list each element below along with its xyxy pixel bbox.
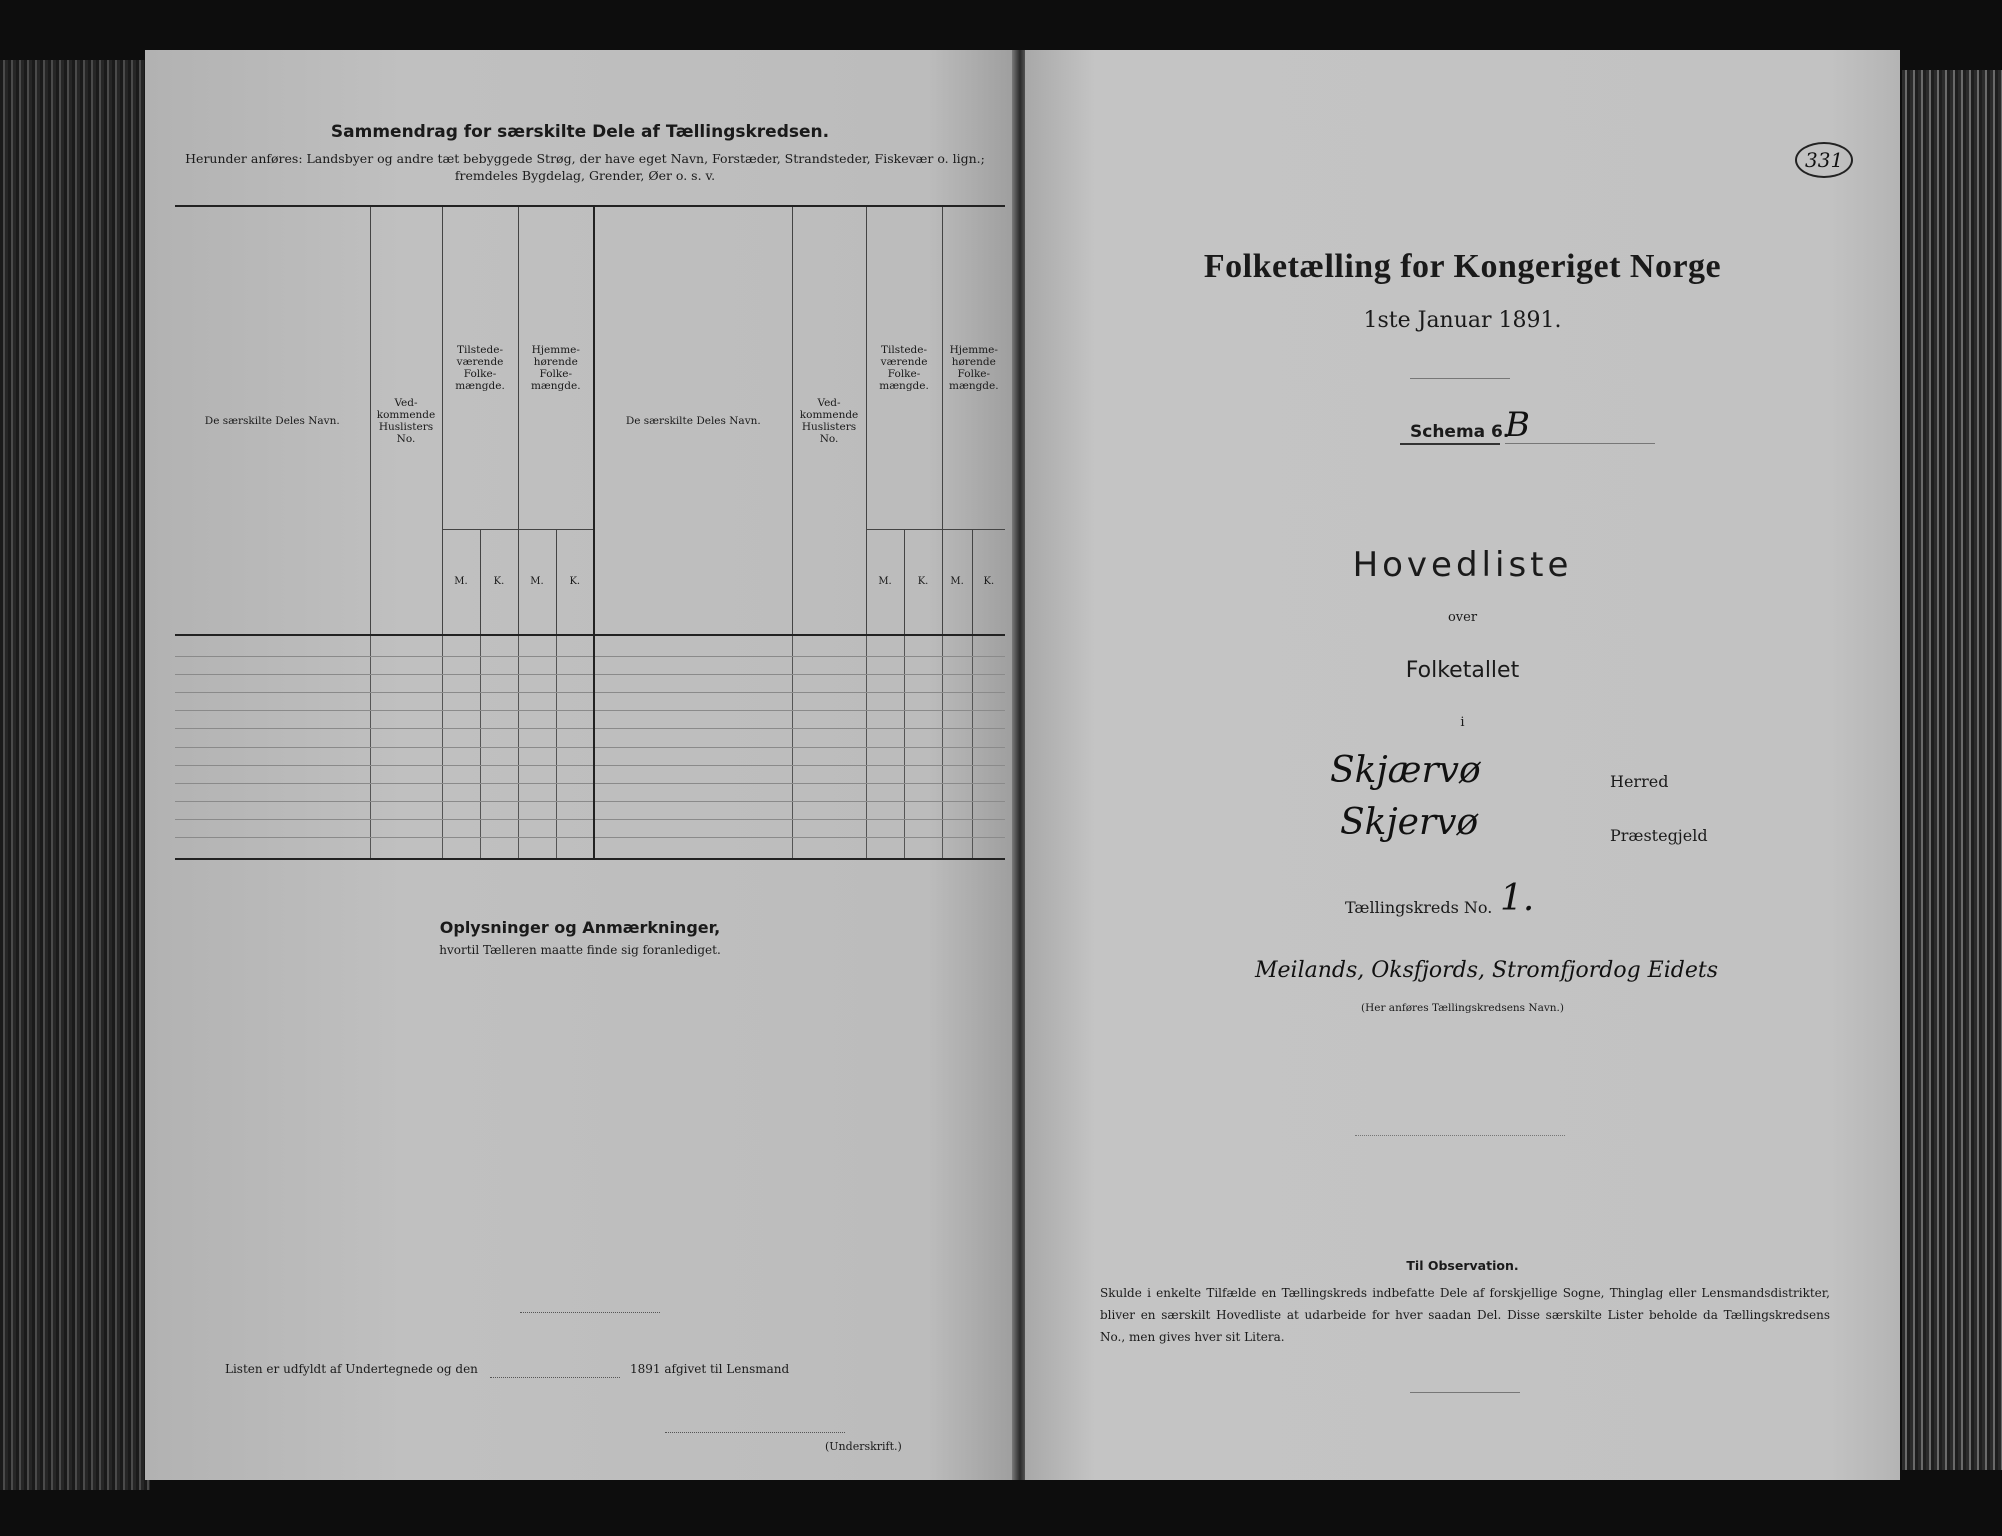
table-cell bbox=[942, 656, 972, 674]
left-page bbox=[145, 50, 1015, 1480]
table-cell bbox=[792, 838, 866, 859]
table-cell bbox=[792, 783, 866, 801]
table-cell bbox=[556, 747, 594, 765]
col-header-husliste: Ved-kommende Huslisters No. bbox=[370, 206, 442, 635]
table-cell bbox=[594, 820, 792, 838]
table-cell bbox=[175, 656, 370, 674]
table-cell bbox=[972, 675, 1005, 693]
census-date: 1ste Januar 1891. bbox=[1363, 308, 1562, 333]
table-cell bbox=[972, 693, 1005, 711]
table-cell bbox=[942, 838, 972, 859]
herred-value: Skjærvø bbox=[1330, 750, 1481, 791]
table-cell bbox=[556, 656, 594, 674]
table-cell bbox=[480, 801, 518, 819]
table-row bbox=[175, 783, 1005, 801]
table-cell bbox=[942, 765, 972, 783]
table-cell bbox=[175, 711, 370, 729]
schema-value-line bbox=[1505, 443, 1655, 444]
col-k: K. bbox=[556, 529, 594, 635]
table-cell bbox=[594, 801, 792, 819]
table-cell bbox=[370, 711, 442, 729]
table-cell bbox=[556, 693, 594, 711]
kreds-label: Tællingskreds No. bbox=[1345, 898, 1493, 917]
table-row bbox=[175, 635, 1005, 656]
table-cell bbox=[370, 820, 442, 838]
table-cell bbox=[175, 801, 370, 819]
herred-label: Herred bbox=[1610, 772, 1669, 791]
table-cell bbox=[904, 838, 942, 859]
col-header-hjemme: Hjemme-hørende Folke-mængde. bbox=[518, 206, 594, 529]
table-cell bbox=[942, 747, 972, 765]
table-cell bbox=[175, 765, 370, 783]
table-cell bbox=[972, 765, 1005, 783]
table-cell bbox=[904, 783, 942, 801]
summary-subtitle: Herunder anføres: Landsbyer og andre tæt bebyggede Strøg, der have eget Navn, Forstæder, Strandsteder, Fiskevær o. lign.; fremdeles Bygdelag, Grender, Øer o. s. v. bbox=[185, 151, 985, 183]
table-cell bbox=[480, 783, 518, 801]
table-cell bbox=[942, 693, 972, 711]
table-cell bbox=[972, 838, 1005, 859]
table-cell bbox=[442, 656, 480, 674]
table-cell bbox=[556, 838, 594, 859]
observation-text: Skulde i enkelte Tilfælde en Tællingskreds indbefatte Dele af forskjellige Sogne, Thinglag eller Lensmandsdistrikter, bliver en særskilt Hovedliste at udarbeide for hver saadan Del. Disse særskilte Lister beholde da Tællingskredsens No., men gives hver sit Litera. bbox=[1100, 1286, 1830, 1344]
col-header-husliste-2: Ved-kommende Huslisters No. bbox=[792, 206, 866, 635]
table-cell bbox=[518, 783, 556, 801]
table-row bbox=[175, 838, 1005, 859]
notes-subtitle: hvortil Tælleren maatte finde sig foranlediget. bbox=[439, 943, 721, 957]
table-row bbox=[175, 765, 1005, 783]
table-cell bbox=[792, 747, 866, 765]
table-cell bbox=[866, 783, 904, 801]
table-cell bbox=[480, 635, 518, 656]
table-cell bbox=[972, 801, 1005, 819]
col-header-name-2: De særskilte Deles Navn. bbox=[594, 206, 792, 635]
table-cell bbox=[556, 675, 594, 693]
table-cell bbox=[594, 765, 792, 783]
table-cell bbox=[972, 711, 1005, 729]
table-cell bbox=[866, 820, 904, 838]
table-cell bbox=[942, 711, 972, 729]
table-cell bbox=[904, 747, 942, 765]
table-row bbox=[175, 747, 1005, 765]
table-cell bbox=[866, 765, 904, 783]
table-cell bbox=[175, 693, 370, 711]
table-cell bbox=[792, 729, 866, 747]
table-cell bbox=[518, 635, 556, 656]
table-row bbox=[175, 711, 1005, 729]
folketallet-heading: Folketallet bbox=[1405, 658, 1520, 683]
table-cell bbox=[370, 656, 442, 674]
table-cell bbox=[866, 656, 904, 674]
table-cell bbox=[942, 783, 972, 801]
col-header-tilstede-2: Tilstede-værende Folke-mængde. bbox=[866, 206, 942, 529]
table-cell bbox=[442, 711, 480, 729]
table-row bbox=[175, 675, 1005, 693]
table-cell bbox=[556, 729, 594, 747]
table-row bbox=[175, 693, 1005, 711]
signature-label: (Underskrift.) bbox=[825, 1440, 902, 1453]
table-cell bbox=[594, 635, 792, 656]
table-cell bbox=[442, 801, 480, 819]
table-cell bbox=[442, 729, 480, 747]
table-cell bbox=[442, 765, 480, 783]
col-header-name: De særskilte Deles Navn. bbox=[175, 206, 370, 635]
table-cell bbox=[866, 693, 904, 711]
table-cell bbox=[866, 838, 904, 859]
table-cell bbox=[594, 675, 792, 693]
table-cell bbox=[972, 747, 1005, 765]
table-cell bbox=[480, 820, 518, 838]
table-cell bbox=[480, 693, 518, 711]
table-cell bbox=[518, 838, 556, 859]
title-rule bbox=[1410, 378, 1510, 379]
table-cell bbox=[904, 801, 942, 819]
schema-underline bbox=[1400, 443, 1500, 445]
table-cell bbox=[866, 729, 904, 747]
table-cell bbox=[904, 656, 942, 674]
table-cell bbox=[518, 747, 556, 765]
table-cell bbox=[792, 656, 866, 674]
table-cell bbox=[370, 801, 442, 819]
table-row bbox=[175, 820, 1005, 838]
table-cell bbox=[904, 729, 942, 747]
table-cell bbox=[370, 747, 442, 765]
table-cell bbox=[904, 765, 942, 783]
table-cell bbox=[866, 711, 904, 729]
table-cell bbox=[370, 838, 442, 859]
table-cell bbox=[594, 693, 792, 711]
table-cell bbox=[370, 783, 442, 801]
table-cell bbox=[442, 820, 480, 838]
observation-title: Til Observation. bbox=[1406, 1258, 1519, 1273]
hovedliste-heading: Hovedliste bbox=[1352, 545, 1573, 585]
table-cell bbox=[904, 675, 942, 693]
table-cell bbox=[442, 838, 480, 859]
col-k: K. bbox=[904, 529, 942, 635]
table-cell bbox=[556, 801, 594, 819]
table-cell bbox=[594, 747, 792, 765]
table-cell bbox=[518, 801, 556, 819]
col-m: M. bbox=[442, 529, 480, 635]
divider-rule bbox=[1355, 1135, 1565, 1136]
kreds-name-hint: (Her anføres Tællingskredsens Navn.) bbox=[1360, 1002, 1564, 1014]
prestegjeld-value: Skjervø bbox=[1340, 802, 1479, 843]
table-body bbox=[175, 635, 1005, 859]
col-m: M. bbox=[866, 529, 904, 635]
table-cell bbox=[972, 783, 1005, 801]
table-row bbox=[175, 656, 1005, 674]
table-cell bbox=[556, 635, 594, 656]
table-cell bbox=[792, 711, 866, 729]
table-cell bbox=[866, 747, 904, 765]
table-cell bbox=[942, 675, 972, 693]
table-cell bbox=[866, 635, 904, 656]
col-header-hjemme-2: Hjemme-hørende Folke-mængde. bbox=[942, 206, 1005, 529]
table-cell bbox=[792, 635, 866, 656]
table-cell bbox=[866, 801, 904, 819]
table-cell bbox=[904, 820, 942, 838]
col-m: M. bbox=[942, 529, 972, 635]
kreds-name: Meilands, Oksfjords, Stromfjordog Eidets bbox=[1255, 958, 1718, 983]
table-cell bbox=[904, 693, 942, 711]
table-cell bbox=[904, 711, 942, 729]
table-cell bbox=[904, 635, 942, 656]
table-cell bbox=[972, 656, 1005, 674]
book-edge-left bbox=[0, 60, 150, 1490]
table-cell bbox=[175, 635, 370, 656]
table-cell bbox=[518, 820, 556, 838]
table-cell bbox=[175, 747, 370, 765]
schema-value: B bbox=[1505, 405, 1530, 445]
date-blank-line bbox=[490, 1377, 620, 1378]
table-cell bbox=[480, 838, 518, 859]
main-title: Folketælling for Kongeriget Norge bbox=[1203, 248, 1722, 285]
table-cell bbox=[556, 820, 594, 838]
table-cell bbox=[972, 635, 1005, 656]
table-cell bbox=[792, 675, 866, 693]
col-m: M. bbox=[518, 529, 556, 635]
i-label: i bbox=[1460, 715, 1465, 730]
schema-label: Schema 6. bbox=[1410, 422, 1510, 442]
table-cell bbox=[972, 820, 1005, 838]
table-cell bbox=[370, 729, 442, 747]
table-cell bbox=[942, 729, 972, 747]
table-cell bbox=[175, 783, 370, 801]
table-cell bbox=[594, 656, 792, 674]
table-cell bbox=[518, 656, 556, 674]
over-label: over bbox=[1447, 610, 1478, 625]
table-cell bbox=[792, 820, 866, 838]
table-cell bbox=[370, 635, 442, 656]
table-cell bbox=[370, 675, 442, 693]
listen-text: Listen er udfyldt af Undertegnede og den bbox=[225, 1362, 478, 1376]
table-cell bbox=[792, 693, 866, 711]
table-cell bbox=[942, 820, 972, 838]
table-cell bbox=[442, 747, 480, 765]
table-cell bbox=[792, 801, 866, 819]
table-cell bbox=[480, 711, 518, 729]
col-header-tilstede: Tilstede-værende Folke-mængde. bbox=[442, 206, 518, 529]
col-k: K. bbox=[972, 529, 1005, 635]
table-cell bbox=[480, 765, 518, 783]
table-cell bbox=[594, 783, 792, 801]
table-cell bbox=[866, 675, 904, 693]
table-cell bbox=[518, 765, 556, 783]
book-edge-right bbox=[1902, 70, 2002, 1470]
kreds-value: 1. bbox=[1500, 878, 1535, 919]
page-number-stamp: 331 bbox=[1795, 142, 1853, 178]
bottom-rule bbox=[1410, 1392, 1520, 1393]
table-cell bbox=[175, 729, 370, 747]
table-cell bbox=[942, 801, 972, 819]
table-cell bbox=[442, 783, 480, 801]
table-cell bbox=[175, 675, 370, 693]
right-page bbox=[1025, 50, 1900, 1480]
table-cell bbox=[480, 656, 518, 674]
table-cell bbox=[370, 765, 442, 783]
table-cell bbox=[518, 675, 556, 693]
dotted-rule bbox=[520, 1312, 660, 1313]
table-cell bbox=[442, 675, 480, 693]
summary-title: Sammendrag for særskilte Dele af Tællingskredsen. bbox=[330, 122, 830, 142]
table-cell bbox=[594, 729, 792, 747]
signature-line bbox=[665, 1432, 845, 1433]
prestegjeld-label: Præstegjeld bbox=[1610, 826, 1708, 845]
table-row bbox=[175, 801, 1005, 819]
table-cell bbox=[792, 765, 866, 783]
table-row bbox=[175, 729, 1005, 747]
table-cell bbox=[480, 729, 518, 747]
table-cell bbox=[972, 729, 1005, 747]
table-cell bbox=[480, 675, 518, 693]
table-cell bbox=[442, 635, 480, 656]
table-cell bbox=[518, 729, 556, 747]
table-cell bbox=[594, 711, 792, 729]
listen-year-text: 1891 afgivet til Lensmand bbox=[630, 1362, 790, 1376]
table-cell bbox=[442, 693, 480, 711]
table-cell bbox=[556, 765, 594, 783]
table-cell bbox=[370, 693, 442, 711]
col-k: K. bbox=[480, 529, 518, 635]
table-cell bbox=[942, 635, 972, 656]
table-cell bbox=[556, 783, 594, 801]
table-cell bbox=[594, 838, 792, 859]
table-cell bbox=[518, 711, 556, 729]
summary-table bbox=[175, 205, 1005, 860]
notes-title: Oplysninger og Anmærkninger, bbox=[439, 918, 721, 937]
table-cell bbox=[480, 747, 518, 765]
table-cell bbox=[556, 711, 594, 729]
table-cell bbox=[175, 838, 370, 859]
table-cell bbox=[175, 820, 370, 838]
table-cell bbox=[518, 693, 556, 711]
